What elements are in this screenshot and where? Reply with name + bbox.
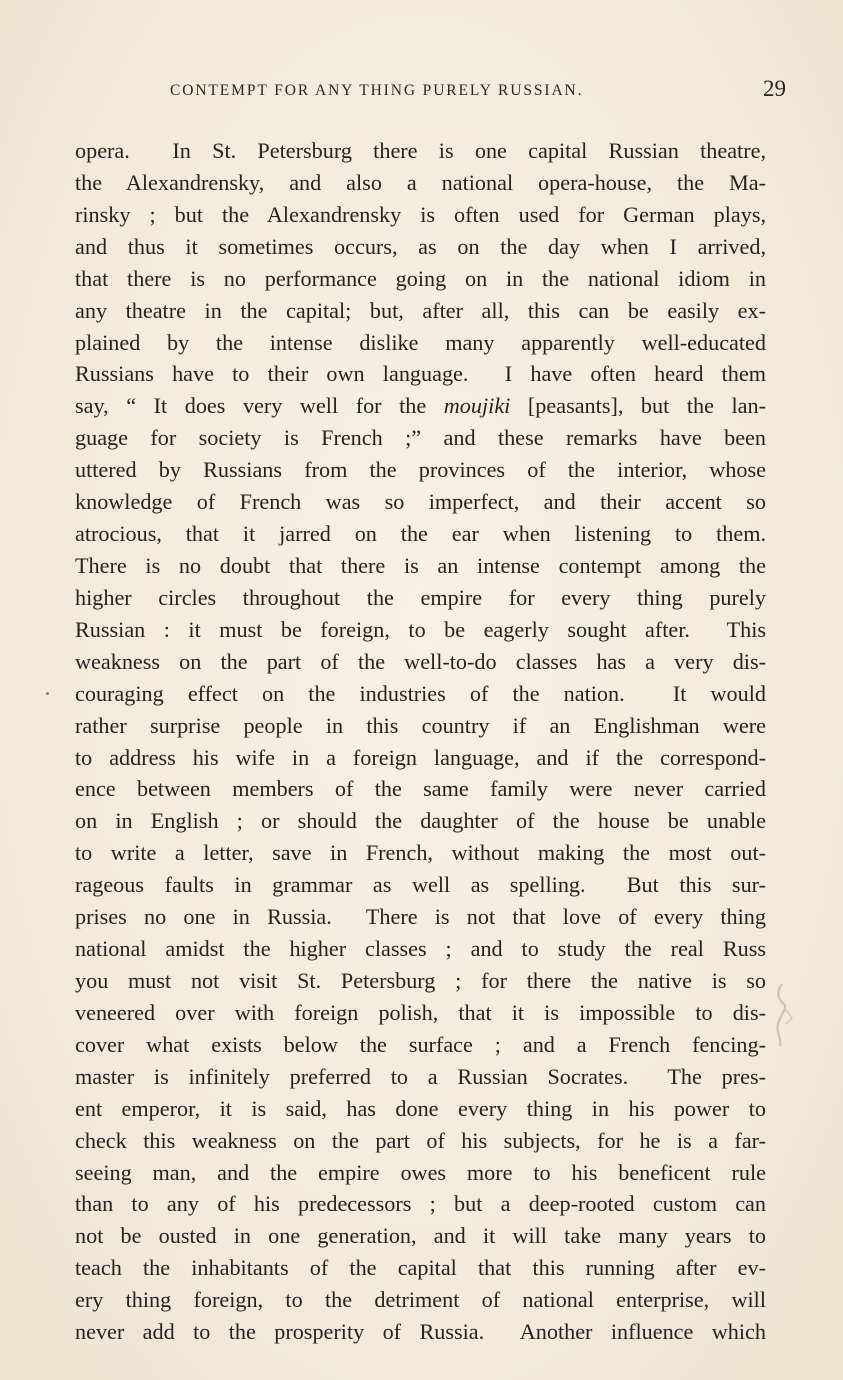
text-line: prises no one in Russia. There is not that love of every thing [75, 904, 766, 930]
text-line: to address his wife in a foreign language, and if the correspond- [75, 744, 766, 770]
text-line: the Alexandrensky, and also a national opera-house, the Ma- [75, 169, 766, 195]
text-line: rinsky ; but the Alexandrensky is often used for German plays, [75, 201, 766, 227]
text-line: on in English ; or should the daughter of the house be unable [75, 808, 766, 834]
text-line: never add to the prosperity of Russia. Another influence which [75, 1319, 766, 1345]
text-line: couraging effect on the industries of the nation. It would [75, 680, 766, 706]
text-line: than to any of his predecessors ; but a deep-rooted custom can [75, 1191, 766, 1217]
text-line: guage for society is French ;” and these remarks have been [75, 425, 766, 451]
body-text [75, 135, 766, 1348]
text-line: ent emperor, it is said, has done every thing in his power to [75, 1095, 766, 1121]
text-line: weakness on the part of the well-to-do classes has a very dis- [75, 648, 766, 674]
text-segment: [peasants], but the lan- [510, 393, 766, 419]
text-line: cover what exists below the surface ; and a French fencing- [75, 1031, 766, 1057]
text-segment: say, “ It does very well for the [75, 393, 444, 419]
text-line: check this weakness on the part of his subjects, for he is a far- [75, 1127, 766, 1153]
text-line: veneered over with foreign polish, that it is impossible to dis- [75, 999, 766, 1025]
text-line: any theatre in the capital; but, after all, this can be easily ex- [75, 297, 766, 323]
text-line: national amidst the higher classes ; and to study the real Russ [75, 936, 766, 962]
text-line: to write a letter, save in French, without making the most out- [75, 840, 766, 866]
text-line: seeing man, and the empire owes more to his beneficent rule [75, 1159, 766, 1185]
text-line: teach the inhabitants of the capital that this running after ev- [75, 1255, 766, 1281]
text-line: and thus it sometimes occurs, as on the day when I arrived, [75, 233, 766, 259]
text-line: rageous faults in grammar as well as spelling. But this sur- [75, 872, 766, 898]
text-line: knowledge of French was so imperfect, and their accent so [75, 489, 766, 515]
text-line: that there is no performance going on in the national idiom in [75, 265, 766, 291]
text-line: Russian : it must be foreign, to be eagerly sought after. This [75, 616, 766, 642]
italic-word: moujiki [443, 393, 511, 419]
text-line: Russians have to their own language. I have often heard them [75, 361, 766, 387]
text-line: rather surprise people in this country if an Englishman were [75, 712, 766, 738]
text-line: not be ousted in one generation, and it will take many years to [75, 1223, 766, 1249]
text-line: ence between members of the same family were never carried [75, 776, 766, 802]
running-head: CONTEMPT FOR ANY THING PURELY RUSSIAN. [170, 82, 584, 99]
page-number: 29 [763, 76, 786, 101]
text-line: master is infinitely preferred to a Russian Socrates. The pres- [75, 1063, 766, 1089]
text-line: higher circles throughout the empire for every thing purely [75, 584, 766, 610]
text-line: plained by the intense dislike many apparently well-educated [75, 329, 766, 355]
text-line: opera. In St. Petersburg there is one capital Russian theatre, [75, 138, 766, 163]
text-line: uttered by Russians from the provinces of the interior, whose [75, 457, 766, 483]
text-line [75, 390, 766, 422]
margin-speck [46, 692, 49, 695]
text-line: There is no doubt that there is an intense contempt among the [75, 552, 766, 578]
text-line: ery thing foreign, to the detriment of national enterprise, will [75, 1287, 766, 1313]
page-edge-mark [768, 980, 796, 1050]
text-line: atrocious, that it jarred on the ear when listening to them. [75, 521, 766, 547]
text-line: you must not visit St. Petersburg ; for there the native is so [75, 967, 766, 993]
